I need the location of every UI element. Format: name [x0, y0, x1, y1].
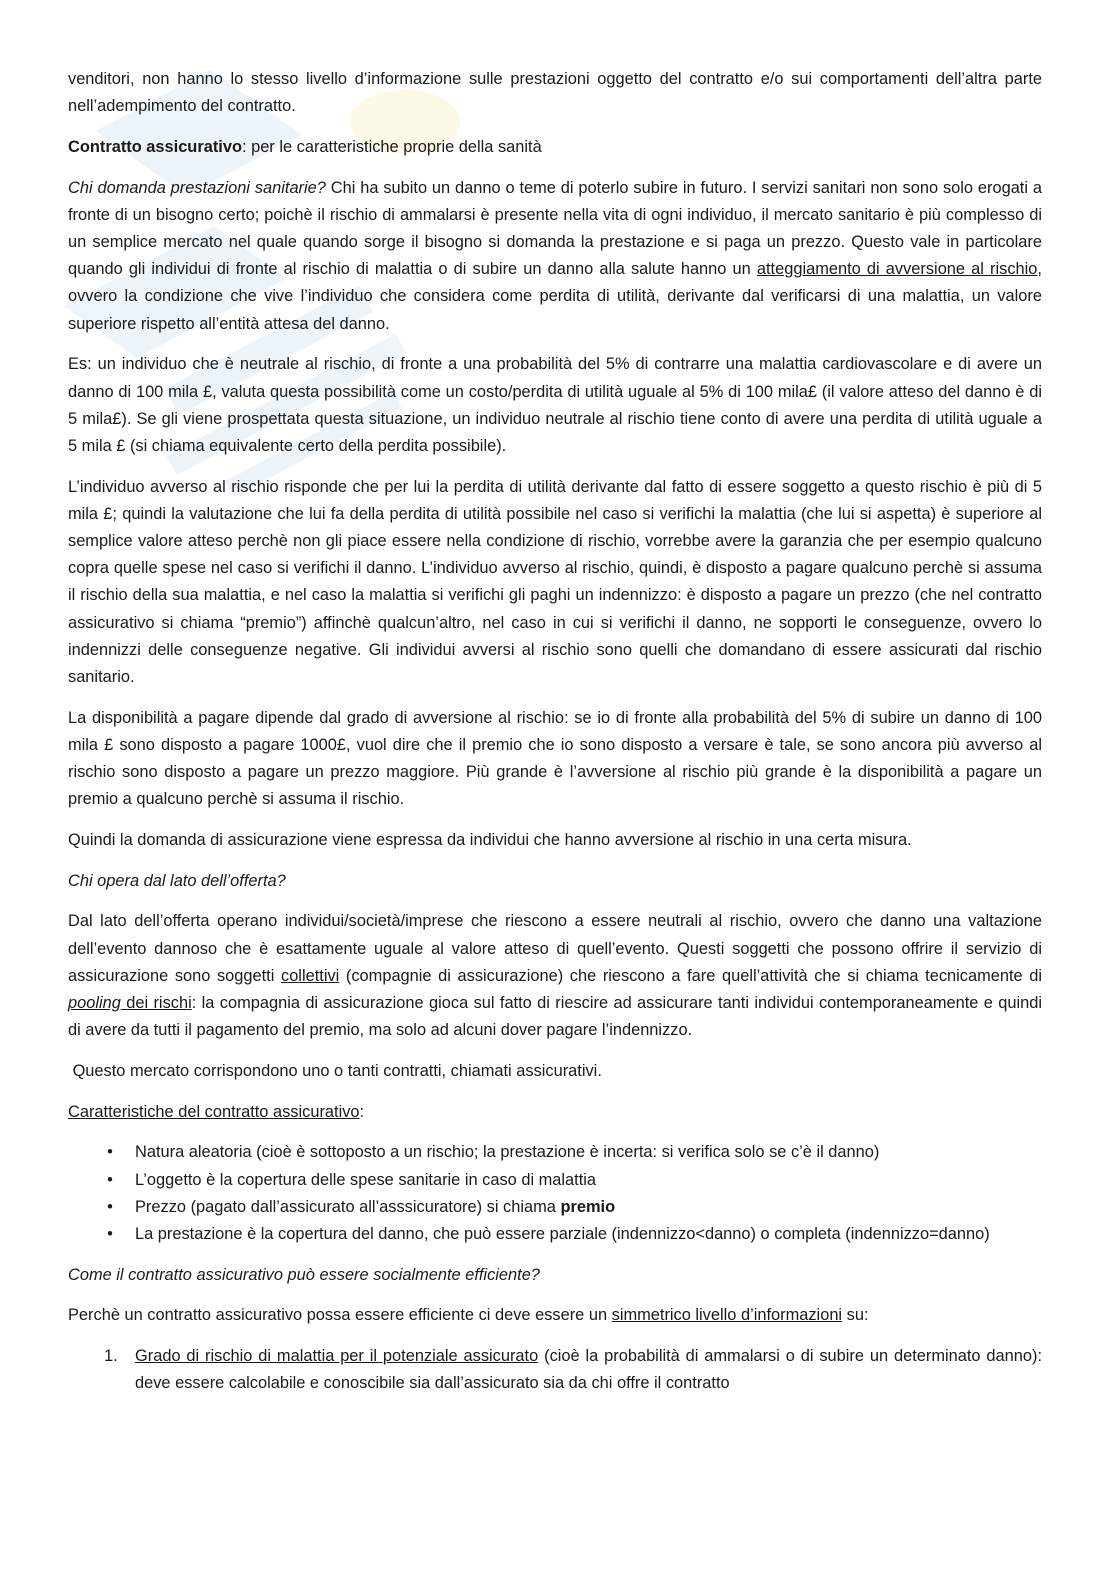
paragraph-2: Contratto assicurativo: per le caratteristiche proprie della sanità: [68, 137, 542, 156]
question-efficienza: Come il contratto assicurativo può essere socialmente efficiente?: [68, 1265, 540, 1284]
paragraph-10: Questo mercato corrispondono uno o tanti contratti, chiamati assicurativi.: [68, 1062, 602, 1080]
term-dei-rischi: dei rischi: [120, 994, 192, 1013]
term-premio: premio: [560, 1197, 616, 1216]
bullet-icon: •: [107, 1197, 113, 1216]
list-item: • Natura aleatoria (cioè è sottoposto a un rischio; la prestazione è incerta: si verifica solo se c’è il danno): [68, 1139, 1042, 1166]
heading-caratteristiche: Caratteristiche del contratto assicurativo: [68, 1102, 360, 1121]
characteristics-list: [68, 1139, 1042, 1248]
bullet-icon: •: [107, 1225, 113, 1244]
paragraph-4: Es: un individuo che è neutrale al rischio, di fronte a una probabilità del 5% di contrarre una malattia cardiovascolare e di avere un danno di 100 mila £, valuta questa possibilità come un costo/perdita di utilità uguale al 5% di 100 mila£ (il valore atteso del danno è di 5 mila£). Se gli viene prospettata questa situazione, un individuo neutrale al rischio tiene conto di avere una perdita di utilità uguale a 5 mila £ (si chiama equivalente certo della perdita possibile).: [68, 355, 1042, 455]
list-item: • L’oggetto è la copertura delle spese sanitarie in caso di malattia: [68, 1167, 1042, 1194]
paragraph-5: L’individuo avverso al rischio risponde che per lui la perdita di utilità derivante dal fatto di essere soggetto a questo rischio è più di 5 mila £; quindi la valutazione che lui fa della perdita di utilità possibile nel caso si verifichi la malattia (che lui si aspetta) è superiore al semplice valore atteso perchè non gli piace essere nella condizione di rischio, vorrebbe avere la garanzia che per esempio qualcuno copra quelle spese nel caso si verifichi il danno. L’individuo avverso al rischio, quindi, è disposto a pagare qualcuno perchè si assuma il rischio della sua malattia, e nel caso la malattia si verifichi gli paghi un indennizzo: è disposto a pagare un prezzo (che nel contratto assicurativo si chiama “premio”) affinchè qualcun’altro, nel caso in cui si verifichi il danno, ne sopporti le conseguenze, ovvero lo indennizzi delle conseguenze negative. Gli individui avversi al rischio sono quelli che domandano di essere assicurati dal rischio sanitario.: [68, 477, 1042, 687]
term-pooling: pooling: [68, 994, 121, 1013]
list-item: • La prestazione è la copertura del danno, che può essere parziale (indennizzo<danno) o completa (indennizzo=danno): [68, 1221, 1042, 1248]
heading-contratto-assicurativo: Contratto assicurativo: [68, 137, 242, 156]
paragraph-1: venditori, non hanno lo stesso livello d’informazione sulle prestazioni oggetto del contratto e/o sui comportamenti dell’altra parte nell’adempimento del contratto.: [68, 70, 1042, 116]
term-avversione-rischio: atteggiamento di avversione al rischio: [756, 260, 1038, 279]
paragraph-6: La disponibilità a pagare dipende dal grado di avversione al rischio: se io di fronte alla probabilità del 5% di subire un danno di 100 mila £ sono disposto a pagare 1000£, vuol dire che il premio che io sono disposto a versare è tale, se sono ancora più avverso al rischio sono disposto a pagare un prezzo maggiore. Più grande è l’avversione al rischio più grande è la disponibilità a pagare un premio a qualcuno perchè si assuma il rischio.: [68, 708, 1042, 809]
term-collettivi: collettivi: [281, 966, 340, 985]
paragraph-13: Perchè un contratto assicurativo possa essere efficiente ci deve essere un simmetrico livello d’informazioni su:: [68, 1306, 869, 1325]
paragraph-9: Dal lato dell’offerta operano individui/società/imprese che riescono a essere neutrali al rischio, ovvero che danno una valtazione dell’evento dannoso che è esattamente uguale al valore atteso di quell’evento. Questi soggetti che possono offrire il servizio di assicurazione sono soggetti collettivi (compagnie di assicurazione) che riescono a fare quell’attività che si chiama tecnicamente di pooling dei rischi: la compagnia di assicurazione gioca sul fatto di riescire ad assicurare tanti individui contemporaneamente e quindi di avere da tutti il pagamento del premio, ma solo ad alcuni dover pagare l’indennizzo.: [68, 912, 1042, 1040]
question-offerta: Chi opera dal lato dell’offerta?: [68, 871, 286, 890]
conditions-list: [68, 1343, 1042, 1397]
term-simmetrico-livello: simmetrico livello d’informazioni: [611, 1306, 843, 1325]
list-item: 1. Grado di rischio di malattia per il potenziale assicurato (cioè la probabilità di ammalarsi o di subire un determinato danno): deve essere calcolabile e conoscibile sia dall’assicurato sia da chi offre il contratto: [68, 1343, 1042, 1397]
bullet-icon: •: [107, 1170, 113, 1189]
paragraph-11: Caratteristiche del contratto assicurativo:: [68, 1102, 365, 1121]
bullet-icon: •: [107, 1143, 113, 1162]
document-page: [68, 66, 1042, 1398]
paragraph-3: Chi domanda prestazioni sanitarie? Chi ha subito un danno o teme di poterlo subire in futuro. I servizi sanitari non sono solo erogati a fronte di un bisogno certo; poichè il rischio di ammalarsi è presente nella vita di ogni individuo, il mercato sanitario è più complesso di un semplice mercato nel quale quando sorge il bisogno si domanda la prestazione e si paga un prezzo. Questo vale in particolare quando gli individui di fronte al rischio di malattia o di subire un danno alla salute hanno un atteggiamento di avversione al rischio, ovvero la condizione che vive l’individuo che considera come perdita di utilità, derivante dal verificarsi di una malattia, un valore superiore rispetto all’entità attesa del danno.: [68, 178, 1042, 333]
term-grado-rischio: Grado di rischio di malattia per il potenziale assicurato: [135, 1347, 539, 1366]
list-number: 1.: [104, 1347, 118, 1366]
paragraph-7: Quindi la domanda di assicurazione viene espressa da individui che hanno avversione al rischio in una certa misura.: [68, 831, 912, 850]
question-domanda: Chi domanda prestazioni sanitarie?: [68, 178, 326, 197]
list-item: • Prezzo (pagato dall’assicurato all’asssicuratore) si chiama premio: [68, 1194, 1042, 1221]
